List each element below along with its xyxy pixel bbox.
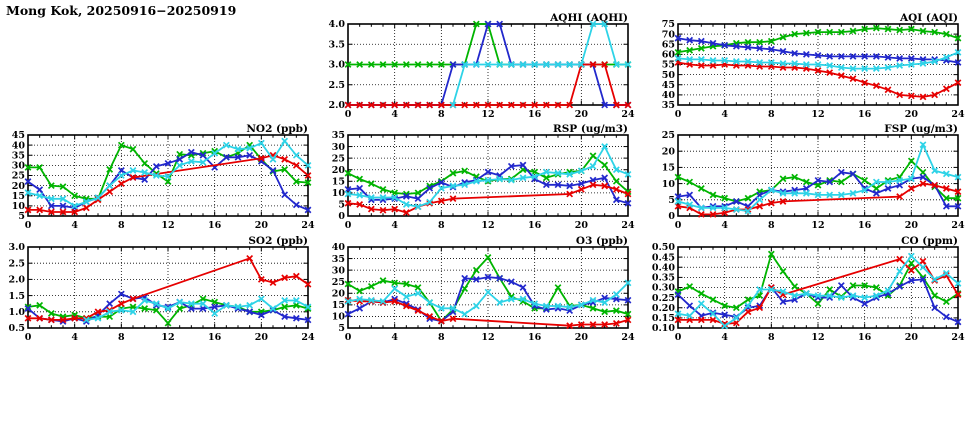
xtick-label: 0 [344, 220, 352, 231]
ytick-label: 2.0 [8, 274, 25, 286]
xtick-label: 12 [811, 332, 825, 343]
xtick-label: 0 [674, 109, 682, 120]
xtick-label: 20 [574, 220, 588, 231]
ytick-label: 4.0 [328, 19, 345, 31]
ytick-label: 10 [331, 311, 345, 323]
chart-title-aqi: AQI (AQI) [899, 12, 958, 24]
chart-title-fsp: FSP (ug/m3) [884, 123, 958, 135]
xtick-label: 20 [254, 332, 268, 343]
chart-title-o3: O3 (ppb) [575, 235, 628, 247]
ytick-label: 40 [11, 140, 25, 152]
chart-title-no2: NO2 (ppb) [246, 123, 308, 135]
xtick-label: 8 [768, 109, 775, 120]
xtick-label: 20 [904, 220, 918, 231]
ytick-label: 5 [338, 199, 345, 211]
ytick-label: 30 [331, 141, 345, 153]
ytick-label: 35 [661, 100, 675, 112]
ytick-label: 0.40 [651, 262, 675, 274]
xtick-label: 12 [481, 332, 495, 343]
ytick-label: 20 [331, 164, 345, 176]
xtick-label: 4 [721, 220, 728, 231]
ytick-label: 45 [11, 130, 25, 142]
ytick-label: 0.15 [651, 313, 675, 325]
xtick-label: 20 [904, 332, 918, 343]
ytick-label: 3.0 [8, 242, 25, 254]
xtick-label: 4 [721, 109, 728, 120]
xtick-label: 4 [391, 332, 398, 343]
ytick-label: 2.5 [328, 79, 345, 91]
chart-rsp [320, 123, 642, 233]
xtick-label: 12 [161, 220, 175, 231]
aqi-series-red-line [678, 63, 958, 97]
xtick-label: 16 [858, 220, 872, 231]
xtick-label: 16 [528, 220, 542, 231]
xtick-label: 16 [858, 332, 872, 343]
ytick-label: 30 [11, 160, 25, 172]
ytick-label: 35 [11, 150, 25, 162]
chart-title-aqhi: AQHI (AQHI) [550, 12, 628, 24]
chart-o3 [320, 235, 642, 345]
ytick-label: 15 [661, 162, 675, 174]
xtick-label: 16 [208, 332, 222, 343]
xtick-label: 12 [811, 109, 825, 120]
xtick-label: 16 [208, 220, 222, 231]
ytick-label: 0.30 [651, 282, 675, 294]
xtick-label: 8 [438, 109, 445, 120]
xtick-label: 20 [574, 332, 588, 343]
xtick-label: 24 [951, 220, 965, 231]
chart-aqhi [320, 12, 642, 122]
ytick-label: 5 [338, 323, 345, 335]
chart-so2 [0, 235, 322, 345]
xtick-label: 4 [391, 220, 398, 231]
ytick-label: 35 [331, 130, 345, 142]
xtick-label: 4 [71, 332, 78, 343]
aqi-series-blue-line [678, 38, 958, 62]
ytick-label: 0.10 [651, 323, 675, 335]
xtick-label: 24 [621, 332, 635, 343]
ytick-label: 0.50 [651, 242, 675, 254]
ytick-label: 75 [661, 19, 675, 31]
ytick-label: 70 [661, 29, 675, 41]
xtick-label: 8 [118, 332, 125, 343]
xtick-label: 12 [481, 109, 495, 120]
ytick-label: 15 [331, 300, 345, 312]
ytick-label: 3.0 [328, 59, 345, 71]
xtick-label: 8 [438, 220, 445, 231]
xtick-label: 24 [951, 332, 965, 343]
ytick-label: 10 [661, 178, 675, 190]
xtick-label: 8 [118, 220, 125, 231]
ytick-label: 20 [661, 146, 675, 158]
ytick-label: 1.5 [8, 290, 25, 302]
xtick-label: 24 [621, 109, 635, 120]
page-title: Mong Kok, 20250916−20250919 [6, 3, 237, 18]
ytick-label: 5 [668, 195, 675, 206]
xtick-label: 16 [858, 109, 872, 120]
ytick-label: 10 [331, 188, 345, 200]
ytick-label: 0.20 [651, 302, 675, 314]
xtick-label: 8 [438, 332, 445, 343]
ytick-label: 60 [661, 49, 675, 61]
ytick-label: 40 [661, 90, 675, 102]
xtick-label: 12 [161, 332, 175, 343]
xtick-label: 20 [574, 109, 588, 120]
ytick-label: 45 [661, 79, 675, 91]
ytick-label: 65 [661, 39, 675, 51]
xtick-label: 16 [528, 109, 542, 120]
ytick-label: 20 [11, 180, 25, 192]
ytick-label: 15 [331, 176, 345, 188]
chart-fsp [650, 123, 972, 233]
xtick-label: 24 [951, 109, 965, 120]
chart-title-so2: SO2 (ppb) [248, 235, 308, 247]
ytick-label: 2.0 [328, 100, 345, 112]
xtick-label: 4 [71, 220, 78, 231]
ytick-label: 0 [668, 211, 675, 223]
ytick-label: 40 [331, 242, 345, 254]
xtick-label: 4 [391, 109, 398, 120]
ytick-label: 25 [331, 276, 345, 288]
ytick-label: 25 [661, 130, 675, 142]
co-series-blue-line [678, 279, 958, 322]
chart-co [650, 235, 972, 345]
xtick-label: 4 [721, 332, 728, 343]
chart-title-co: CO (ppm) [901, 235, 958, 247]
ytick-label: 15 [11, 190, 25, 202]
ytick-label: 35 [331, 253, 345, 265]
ytick-label: 30 [331, 265, 345, 277]
ytick-label: 10 [11, 201, 25, 213]
ytick-label: 2.5 [8, 258, 25, 270]
xtick-label: 20 [904, 109, 918, 120]
xtick-label: 8 [768, 220, 775, 231]
xtick-label: 0 [24, 220, 32, 231]
xtick-label: 0 [674, 220, 682, 231]
ytick-label: 25 [11, 170, 25, 182]
xtick-label: 8 [768, 332, 775, 343]
ytick-label: 0.5 [8, 323, 25, 335]
ytick-label: 0.35 [651, 272, 675, 284]
xtick-label: 0 [344, 332, 352, 343]
xtick-label: 24 [301, 220, 315, 231]
ytick-label: 50 [661, 69, 675, 81]
ytick-label: 20 [331, 288, 345, 300]
xtick-label: 0 [344, 109, 352, 120]
xtick-label: 24 [621, 220, 635, 231]
xtick-label: 12 [481, 220, 495, 231]
ytick-label: 25 [331, 153, 345, 165]
ytick-label: 3.5 [328, 39, 345, 51]
ytick-label: 0.25 [651, 292, 675, 304]
xtick-label: 16 [528, 332, 542, 343]
ytick-label: 55 [661, 59, 675, 71]
ytick-label: 0.45 [651, 252, 675, 264]
chart-title-rsp: RSP (ug/m3) [552, 123, 628, 135]
xtick-label: 0 [24, 332, 32, 343]
xtick-label: 0 [674, 332, 682, 343]
ytick-label: 1.0 [8, 307, 25, 318]
chart-aqi [650, 12, 972, 122]
xtick-label: 12 [811, 220, 825, 231]
xtick-label: 20 [254, 220, 268, 231]
ytick-label: 0 [338, 211, 345, 223]
chart-no2 [0, 123, 322, 233]
xtick-label: 24 [301, 332, 315, 343]
ytick-label: 5 [18, 211, 25, 223]
